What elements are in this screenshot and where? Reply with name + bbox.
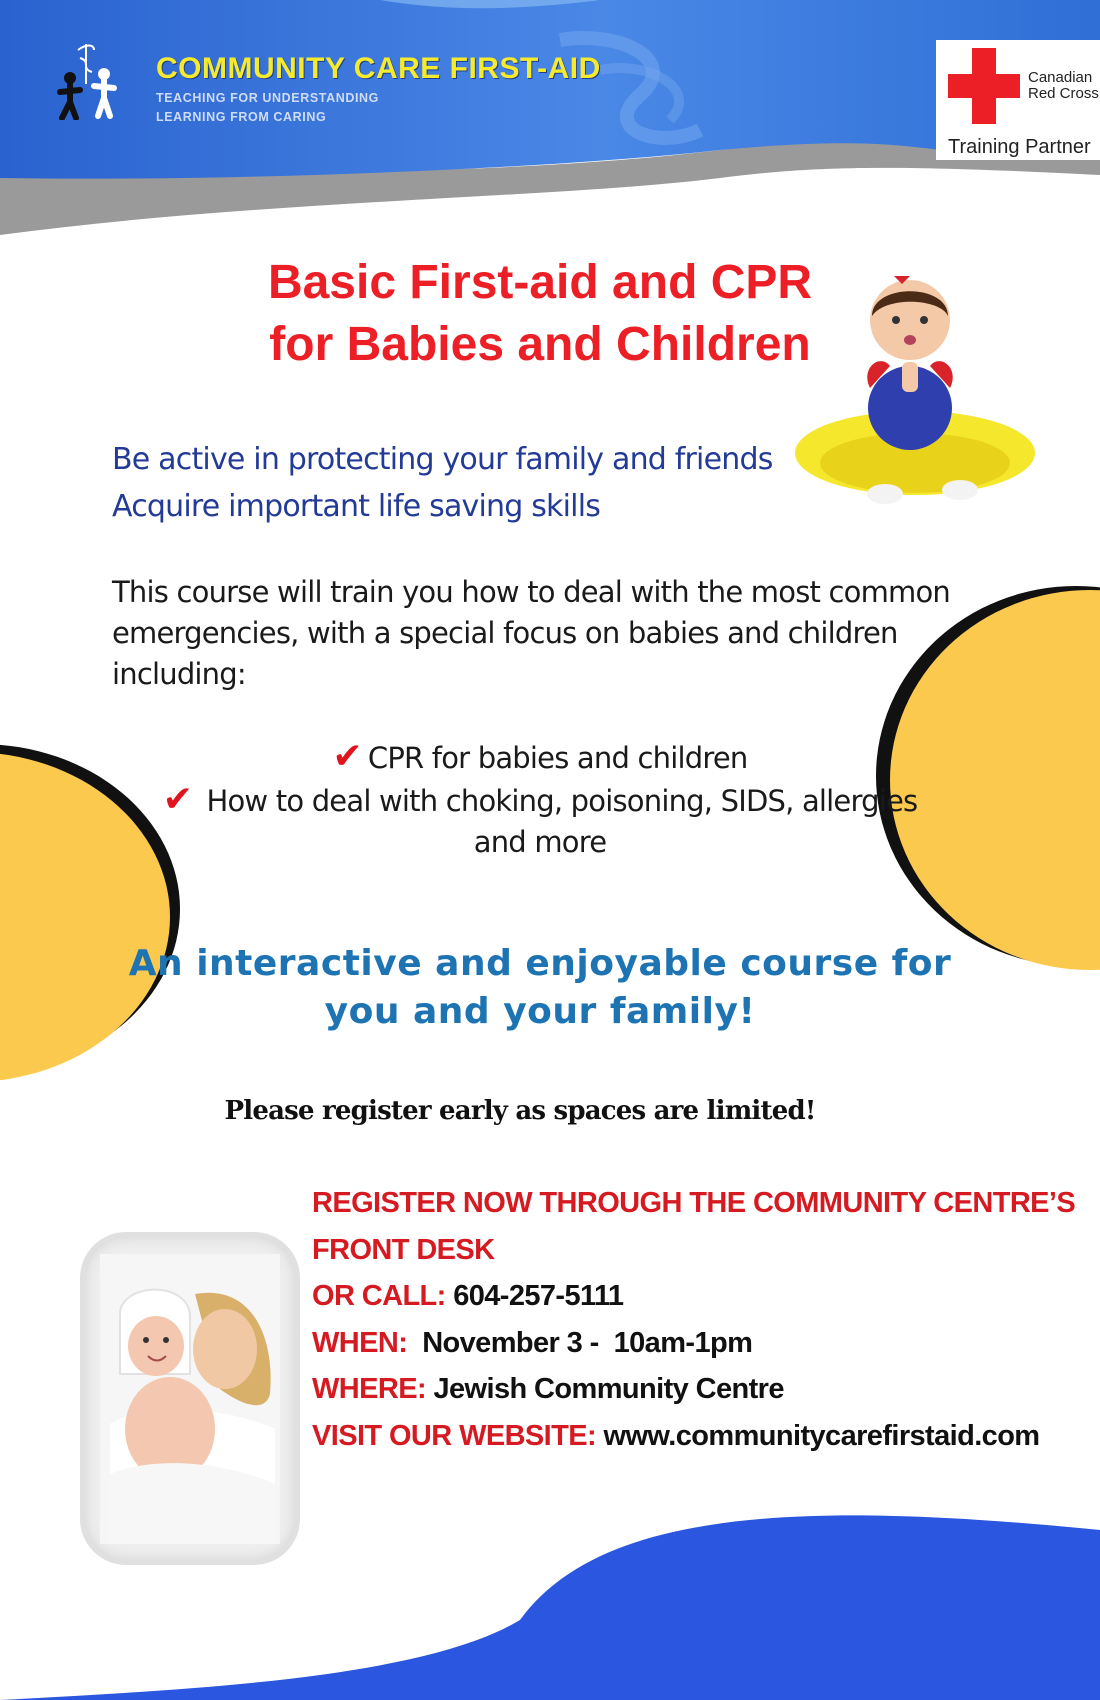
- register-early-note: Please register early as spaces are limited!: [224, 1096, 816, 1126]
- where-row: [312, 1366, 1075, 1413]
- website-label: VISIT OUR WEBSITE:: [312, 1419, 597, 1452]
- title-line-1: Basic First-aid and CPR: [267, 256, 813, 309]
- course-description: This course will train you how to deal with the most common emergencies, with a special focus on babies and children including:: [112, 575, 951, 691]
- brand-tagline-2: LEARNING FROM CARING: [156, 110, 327, 124]
- list-item-text: CPR for babies and children: [367, 741, 748, 775]
- where-value: Jewish Community Centre: [433, 1373, 784, 1405]
- list-item-text: How to deal with choking, poisoning, SIDS, allergies: [206, 784, 918, 818]
- checkmark-icon: ✔: [162, 779, 193, 820]
- red-cross-name-line-2: Red Cross: [1028, 85, 1099, 102]
- footer-wave: [0, 1440, 1100, 1700]
- brand-name: COMMUNITY CARE FIRST-AID: [156, 52, 601, 85]
- phone-number: 604-257-5111: [453, 1280, 624, 1312]
- list-item: [130, 736, 950, 779]
- list-item-continuation: and more: [473, 825, 607, 859]
- intro-text: [112, 436, 773, 530]
- register-line-2: FRONT DESK: [312, 1233, 495, 1266]
- red-cross-icon: [948, 48, 1020, 124]
- brand-tagline-1: TEACHING FOR UNDERSTANDING: [156, 91, 380, 105]
- red-cross-name-line-1: Canadian: [1028, 69, 1093, 86]
- baby-costume-photo: [790, 258, 1040, 538]
- checkmark-icon: ✔: [332, 736, 362, 777]
- highlight-text: [100, 940, 980, 1036]
- red-cross-partner-badge: [936, 40, 1100, 160]
- intro-line-2: Acquire important life saving skills: [112, 489, 601, 524]
- registration-info: [312, 1180, 1075, 1459]
- register-line-1: REGISTER NOW THROUGH THE COMMUNITY CENTRE’S: [312, 1187, 1076, 1219]
- red-cross-name: [1028, 70, 1099, 102]
- highlight-line-1: An interactive and enjoyable course for: [128, 943, 952, 984]
- title-line-2: for Babies and Children: [269, 318, 811, 371]
- website-link[interactable]: www.communitycarefirstaid.com: [603, 1419, 1040, 1452]
- call-label: OR CALL:: [312, 1280, 446, 1312]
- topic-list: [130, 736, 950, 863]
- when-value: November 3 - 10am-1pm: [422, 1326, 753, 1359]
- when-row: [312, 1320, 1075, 1367]
- where-label: WHERE:: [312, 1373, 427, 1405]
- caduceus-family-icon: [48, 40, 128, 120]
- highlight-line-2: you and your family!: [324, 991, 756, 1032]
- training-partner-label: Training Partner: [948, 136, 1091, 158]
- call-row: [312, 1273, 1075, 1320]
- list-item: [130, 779, 950, 822]
- when-label: WHEN:: [312, 1326, 408, 1359]
- intro-line-1: Be active in protecting your family and friends: [112, 442, 773, 477]
